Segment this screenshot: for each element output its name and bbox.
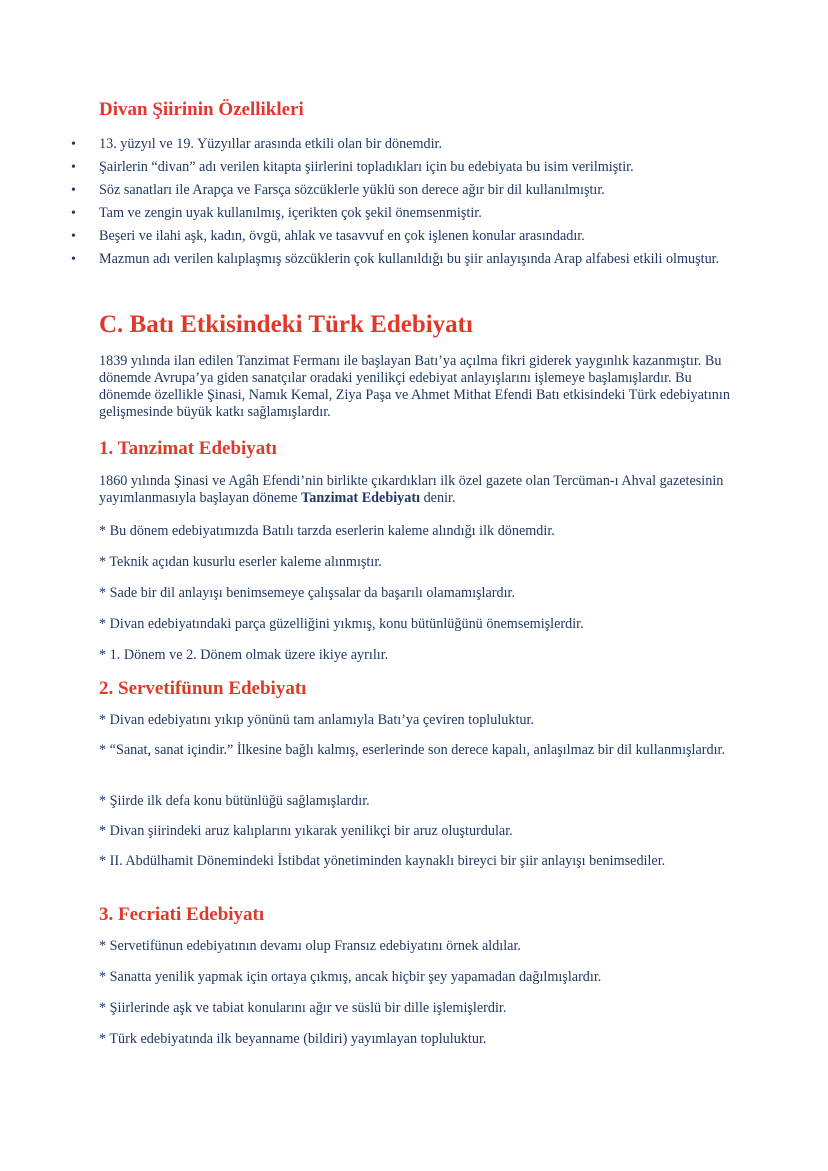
list-item: • 13. yüzyıl ve 19. Yüzyıllar arasında etkili olan bir dönemdir. (99, 136, 739, 153)
servetifunun-item: * Divan edebiyatını yıkıp yönünü tam anlamıyla Batı’ya çeviren topluluktur. (99, 712, 534, 728)
fecriati-heading: 3. Fecriati Edebiyatı (99, 904, 265, 925)
divan-heading: Divan Şiirinin Özellikleri (99, 99, 304, 120)
list-item: • Beşeri ve ilahi aşk, kadın, övgü, ahlak ve tasavvuf en çok işlenen konular arasındadır. (99, 228, 739, 245)
servetifunun-heading: 2. Servetifünun Edebiyatı (99, 678, 307, 699)
tanzimat-intro-end: denir. (420, 490, 456, 506)
tanzimat-intro-paragraph (99, 473, 739, 507)
servetifunun-item: * Divan şiirindeki aruz kalıplarını yıkarak yenilikçi bir aruz oluşturdular. (99, 823, 513, 839)
fecriati-item: * Sanatta yenilik yapmak için ortaya çıkmış, ancak hiçbir şey yapamadan dağılmışlardır. (99, 969, 602, 985)
list-item: • Söz sanatları ile Arapça ve Farsça sözcüklerle yüklü son derece ağır bir dil kullanılmıştır. (99, 182, 739, 199)
list-item: • Mazmun adı verilen kalıplaşmış sözcüklerin çok kullanıldığı bu şiir anlayışında Arap alfabesi etkili olmuştur. (99, 251, 739, 268)
servetifunun-item: * II. Abdülhamit Dönemindeki İstibdat yönetiminden kaynaklı bireyci bir şiir anlayışı benimsediler. (99, 853, 666, 869)
list-item: • Tam ve zengin uyak kullanılmış, içerikten çok şekil önemsenmiştir. (99, 205, 739, 222)
tanzimat-intro-text: 1860 yılında Şinasi ve Agâh Efendi’nin birlikte çıkardıkları ilk özel gazete olan Tercüman-ı Ahval gazetesinin yayımlanmasıyla başlayan döneme (99, 473, 724, 506)
tanzimat-heading: 1. Tanzimat Edebiyatı (99, 438, 277, 459)
tanzimat-item: * Divan edebiyatındaki parça güzelliğini yıkmış, konu bütünlüğünü önemsemişlerdir. (99, 616, 584, 632)
servetifunun-item: * Şiirde ilk defa konu bütünlüğü sağlamışlardır. (99, 793, 370, 809)
tanzimat-item: * Bu dönem edebiyatımızda Batılı tarzda eserlerin kaleme alındığı ilk dönemdir. (99, 523, 555, 539)
divan-bullet-list (99, 136, 739, 274)
bati-intro-paragraph: 1839 yılında ilan edilen Tanzimat Fermanı ile başlayan Batı’ya açılma fikri giderek yaygınlık kazanmıştır. Bu dönemde Avrupa’ya giden sanatçılar oradaki yenilikçi edebiyat anlayışlarını işlemeye başlamışlardır. Bu dönemde özellikle Şinasi, Namık Kemal, Ziya Paşa ve Ahmet Mithat Efendi Batı etkisindeki Türk edebiyatının gelişmesinde büyük katkı sağlamışlardır. (99, 353, 730, 420)
tanzimat-intro-bold: Tanzimat Edebiyatı (301, 490, 421, 506)
tanzimat-item: * Teknik açıdan kusurlu eserler kaleme alınmıştır. (99, 554, 382, 570)
servetifunun-item: * “Sanat, sanat içindir.” İlkesine bağlı kalmış, eserlerinde son derece kapalı, anlaşılmaz bir dil kullanmışlardır. (99, 742, 726, 758)
tanzimat-item: * 1. Dönem ve 2. Dönem olmak üzere ikiye ayrılır. (99, 647, 389, 663)
bati-heading: C. Batı Etkisindeki Türk Edebiyatı (99, 311, 473, 338)
list-item: • Şairlerin “divan” adı verilen kitapta şiirlerini topladıkları için bu edebiyata bu isim verilmiştir. (99, 159, 739, 176)
tanzimat-item: * Sade bir dil anlayışı benimsemeye çalışsalar da başarılı olamamışlardır. (99, 585, 516, 601)
fecriati-item: * Türk edebiyatında ilk beyanname (bildiri) yayımlayan topluluktur. (99, 1031, 487, 1047)
fecriati-item: * Servetifünun edebiyatının devamı olup Fransız edebiyatını örnek aldılar. (99, 938, 521, 954)
fecriati-item: * Şiirlerinde aşk ve tabiat konularını ağır ve süslü bir dille işlemişlerdir. (99, 1000, 507, 1016)
